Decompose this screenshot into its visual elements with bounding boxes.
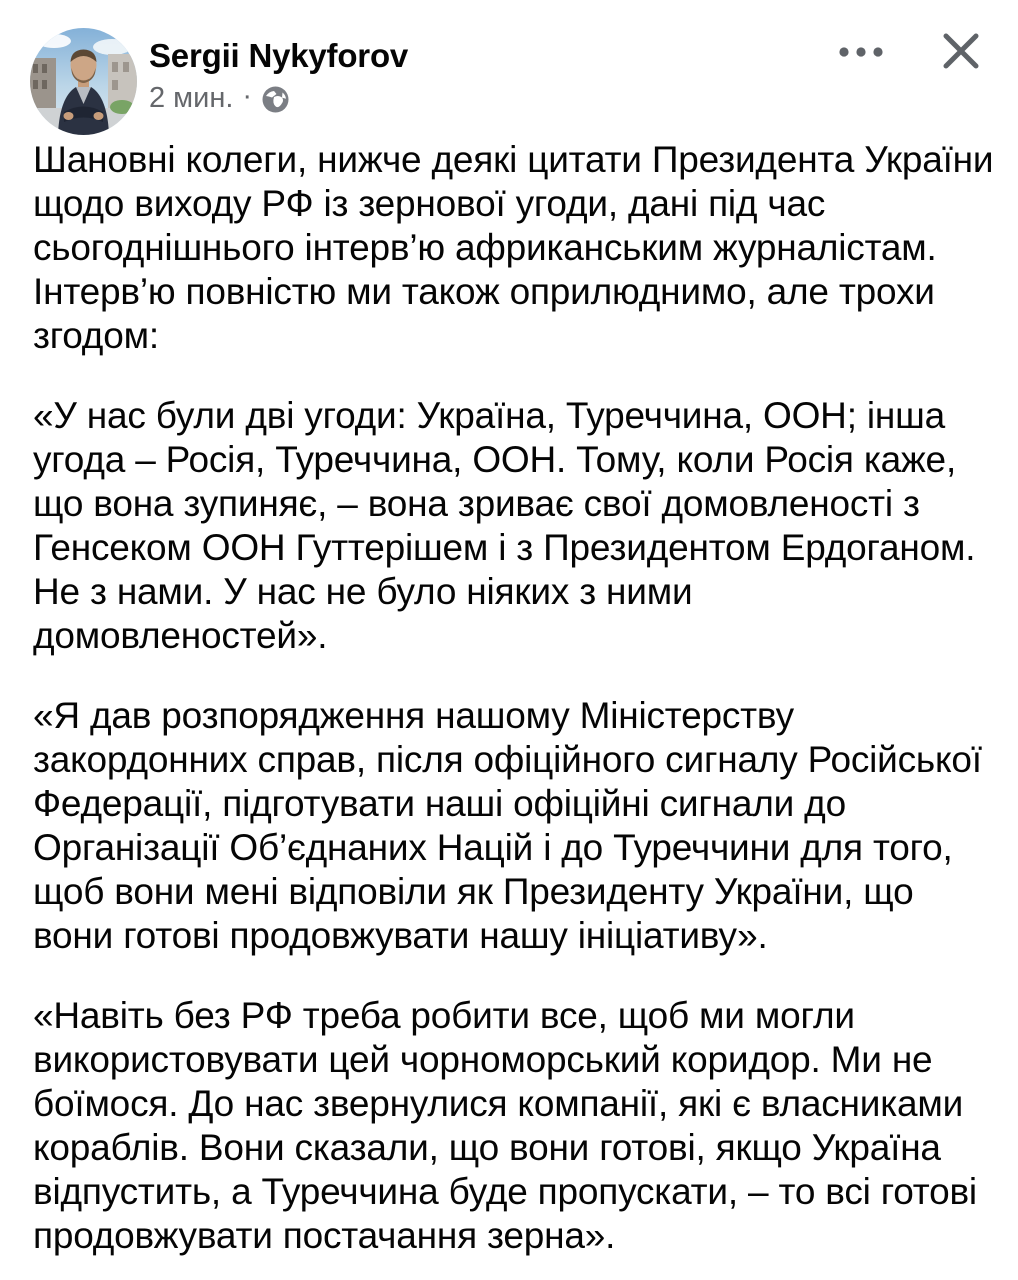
post-paragraph: «Навіть без РФ треба робити все, щоб ми могли використовувати цей чорноморський коридор. Ми не боїмося. До нас звернулися компанії, які є власниками кораблів. Вони сказали, що вони готові, якщо Україна відпустить, а Туреччина буде пропускати, – то всі готові продовжувати постачання зерна». (33, 995, 977, 1256)
author-block (149, 28, 408, 114)
post-header (0, 0, 1018, 135)
ellipsis-icon (839, 45, 883, 60)
globe-icon (261, 85, 290, 114)
post-body (0, 138, 1018, 1258)
post-meta (149, 80, 408, 115)
profile-photo (30, 28, 137, 135)
author-name[interactable]: Sergii Nykyforov (149, 37, 409, 74)
post-paragraph: «У нас були дві угоди: Україна, Туреччина, ООН; інша угода – Росія, Туреччина, ООН. Тому, коли Росія каже, що вона зупиняє, – вона зриває свої домовленості з Генсеком ООН Гуттерішем і з Президентом Ердоганом. Не з нами. У нас не було ніяких з ними домовленостей». (33, 395, 976, 656)
meta-separator: · (242, 80, 253, 113)
header-actions (839, 30, 983, 74)
avatar[interactable] (30, 28, 137, 135)
post-paragraph: Шановні колеги, нижче деякі цитати Президента України щодо виходу РФ із зернової угоди, дані під час сьогоднішнього інтерв’ю африканським журналістам. Інтерв’ю повністю ми також оприлюднимо, але трохи згодом: (33, 139, 994, 356)
timestamp[interactable]: 2 мин. (149, 82, 234, 115)
more-options-button[interactable] (839, 30, 883, 74)
post-paragraph: «Я дав розпорядження нашому Міністерству закордонних справ, після офіційного сигналу Російської Федерації, підготувати наші офіційні сигнали до Організації Об’єднаних Націй і до Туреччини для того, щоб вони мені відповіли як Президенту України, що вони готові продовжувати нашу ініціативу». (33, 695, 982, 956)
close-button[interactable] (939, 30, 983, 74)
close-icon (939, 29, 983, 76)
